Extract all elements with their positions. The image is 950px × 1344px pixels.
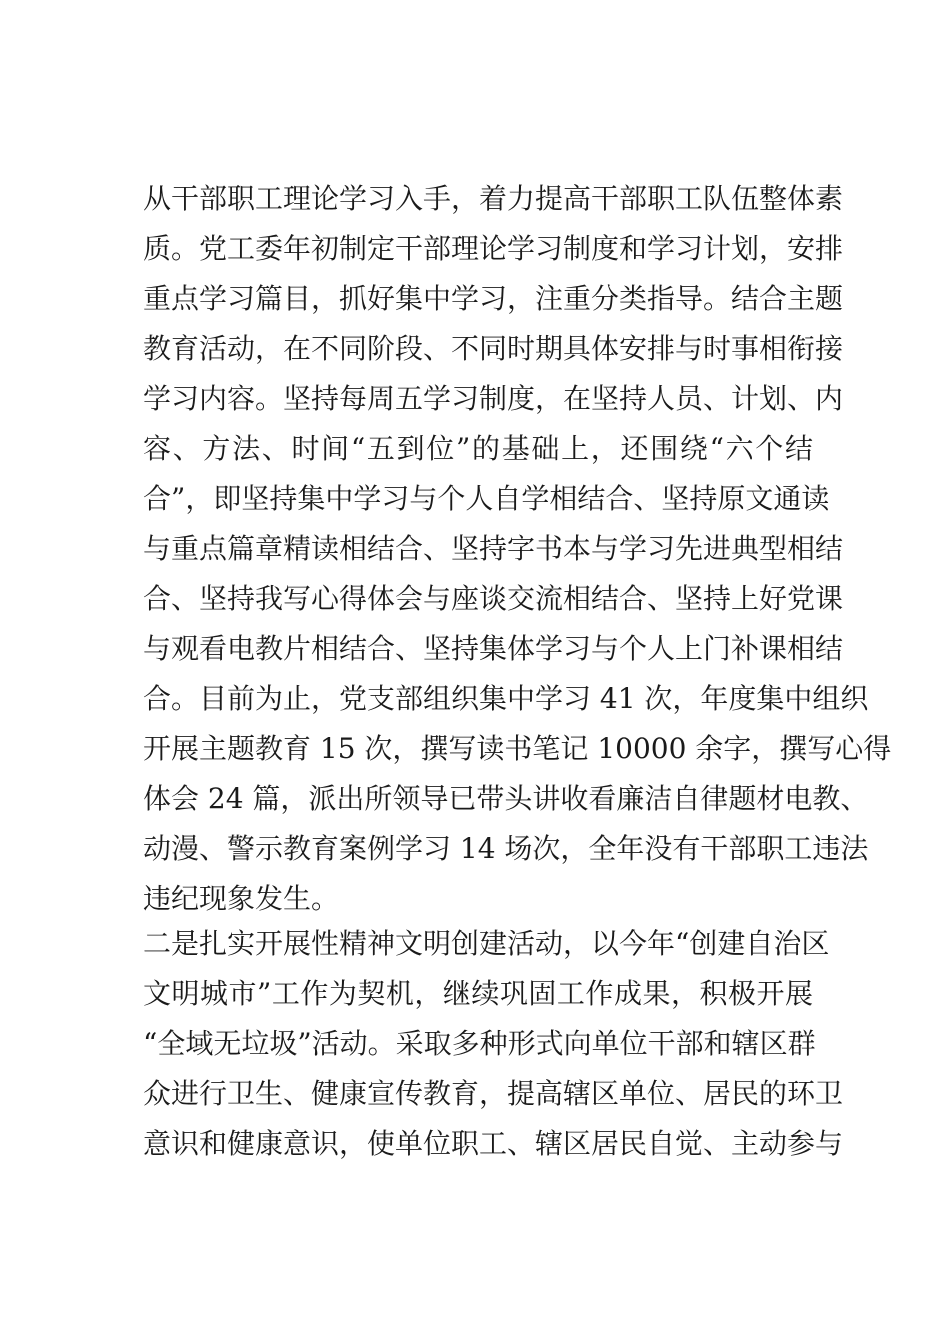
text-line: 动漫、警示教育案例学习 14 场次，全年没有干部职工违法 (143, 832, 869, 865)
text-line: 从干部职工理论学习入手，着力提高干部职工队伍整体素 (143, 182, 844, 215)
paragraph-theory-study (143, 174, 892, 924)
text-line: 开展主题教育 15 次，撰写读书笔记 10000 余字，撰写心得 (143, 732, 892, 765)
text-line: 容、方法、时间“五到位”的基础上，还围绕“六个结 (143, 432, 813, 465)
text-line: 与重点篇章精读相结合、坚持字书本与学习先进典型相结 (143, 532, 844, 565)
text-line: 教育活动，在不同阶段、不同时期具体安排与时事相衔接 (143, 332, 844, 365)
text-line: 违纪现象发生。 (143, 882, 340, 915)
text-line: 合。目前为止，党支部组织集中学习 41 次，年度集中组织 (143, 682, 869, 715)
text-line: 文明城市”工作为契机，继续巩固工作成果，积极开展 (143, 977, 813, 1010)
text-line: 二是扎实开展性精神文明创建活动，以今年“创建自治区 (143, 927, 830, 960)
text-line: 意识和健康意识，使单位职工、辖区居民自觉、主动参与 (143, 1127, 844, 1160)
text-line: 合、坚持我写心得体会与座谈交流相结合、坚持上好党课 (143, 582, 844, 615)
paragraph-civilization-campaign (143, 919, 844, 1169)
text-line: 体会 24 篇，派出所领导已带头讲收看廉洁自律题材电教、 (143, 782, 869, 815)
text-line: 与观看电教片相结合、坚持集体学习与个人上门补课相结 (143, 632, 844, 665)
text-line: 众进行卫生、健康宣传教育，提高辖区单位、居民的环卫 (143, 1077, 844, 1110)
text-line: 合”，即坚持集中学习与个人自学相结合、坚持原文通读 (143, 482, 830, 515)
text-line: 学习内容。坚持每周五学习制度，在坚持人员、计划、内 (143, 382, 844, 415)
text-line: “全域无垃圾”活动。采取多种形式向单位干部和辖区群 (143, 1027, 816, 1060)
text-line: 质。党工委年初制定干部理论学习制度和学习计划，安排 (143, 232, 844, 265)
text-line: 重点学习篇目，抓好集中学习，注重分类指导。结合主题 (143, 282, 844, 315)
